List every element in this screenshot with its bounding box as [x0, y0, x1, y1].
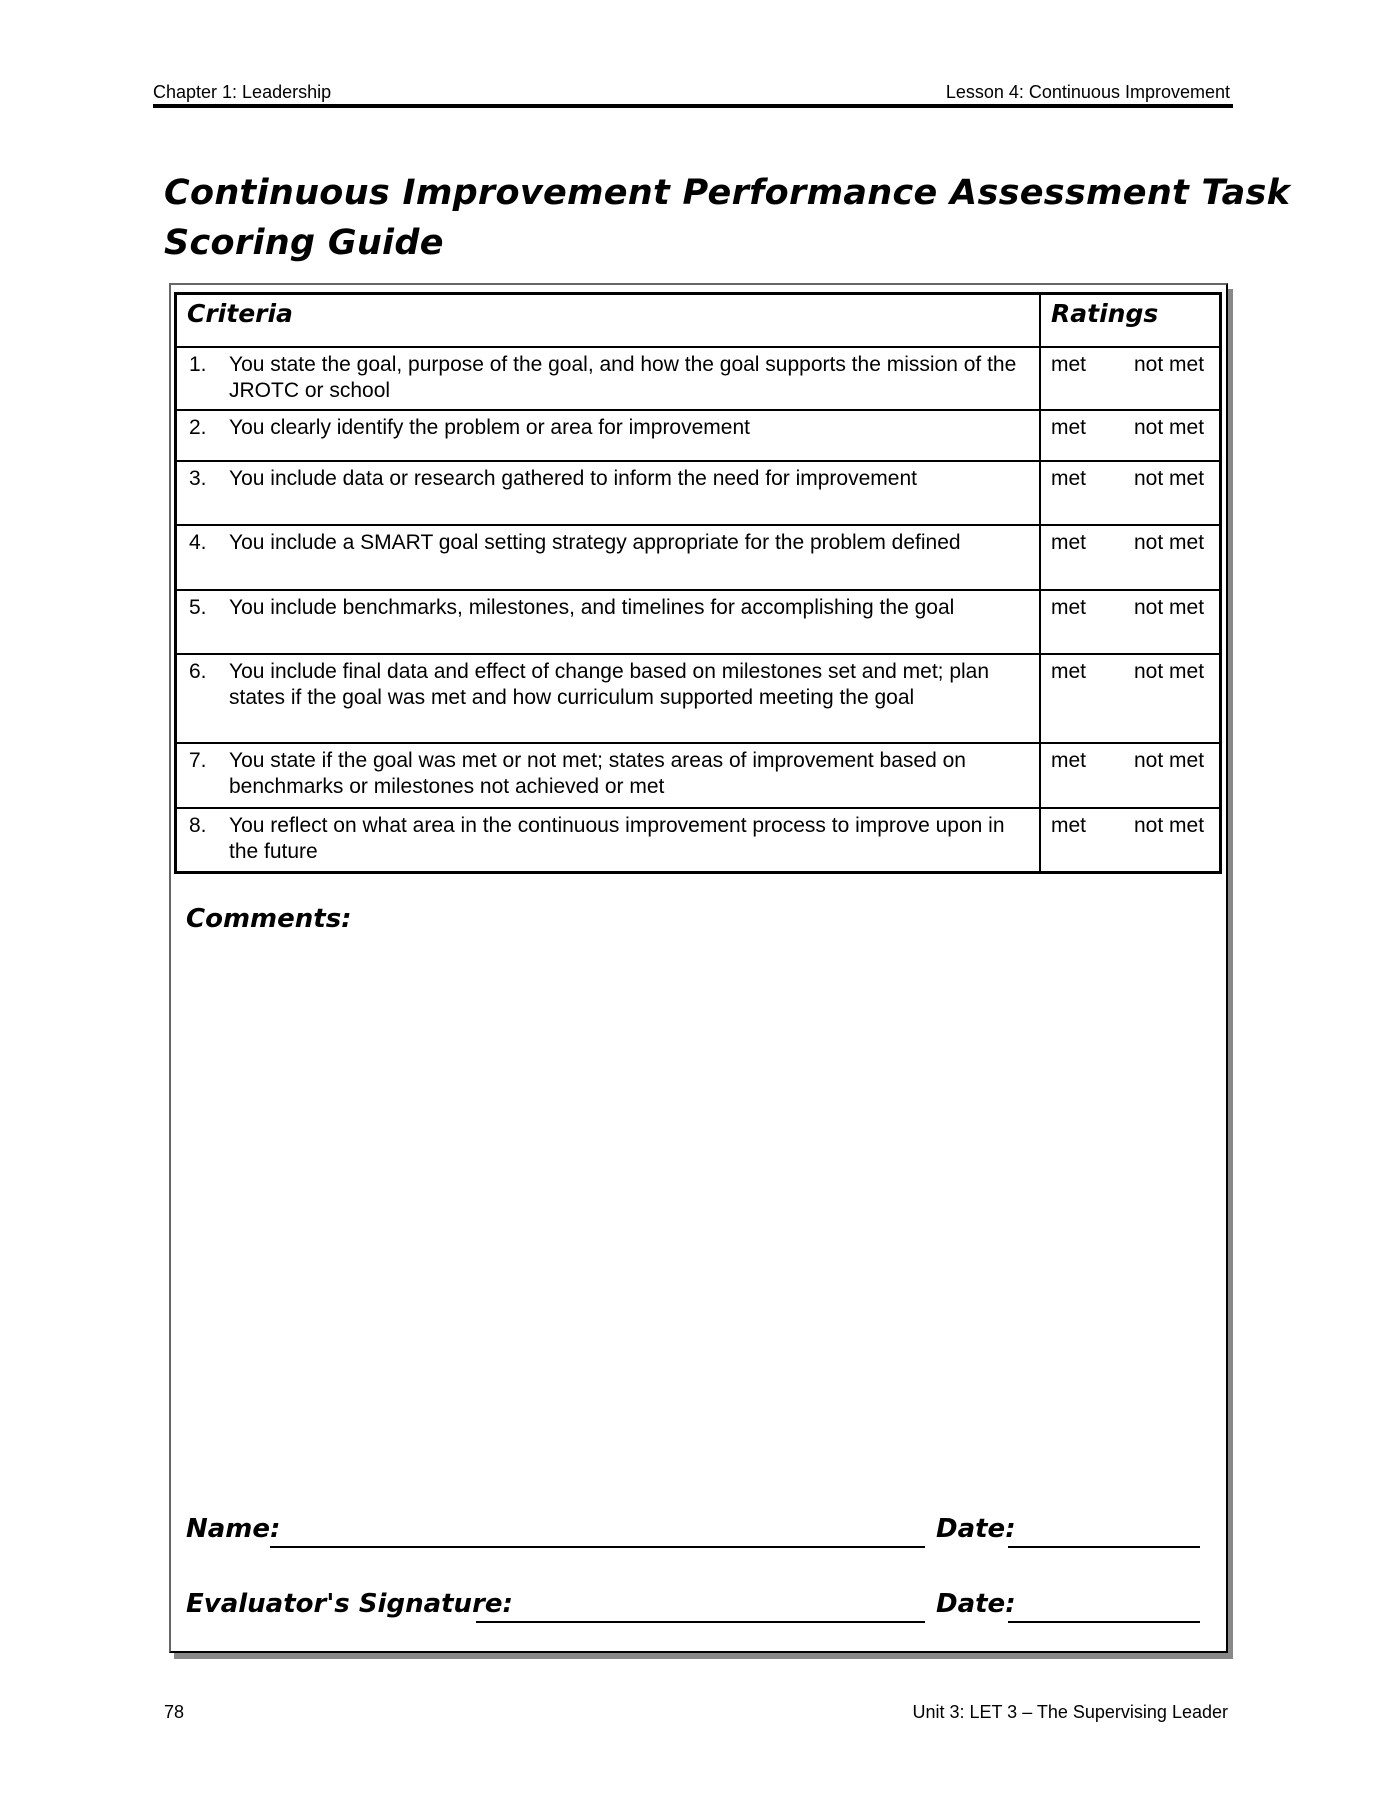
- evaluator-date-label: Date:: [936, 1589, 1016, 1619]
- table-row: [176, 461, 1221, 525]
- table-row: [176, 525, 1221, 590]
- criteria-cell: [176, 590, 1041, 654]
- table-row: [176, 743, 1221, 808]
- table-row: [176, 808, 1221, 872]
- not-met-option[interactable]: not met: [1134, 596, 1205, 619]
- rating-cell: [1040, 743, 1221, 808]
- name-field[interactable]: [270, 1546, 925, 1548]
- rating-cell: [1040, 590, 1221, 654]
- rating-cell: [1040, 347, 1221, 410]
- criteria-number: 7.: [189, 749, 207, 772]
- title-line-2: Scoring Guide: [164, 223, 444, 263]
- not-met-option[interactable]: not met: [1134, 416, 1205, 439]
- criteria-text: You clearly identify the problem or area for improvement: [229, 416, 750, 439]
- met-option[interactable]: met: [1051, 467, 1087, 490]
- comments-label: Comments:: [186, 904, 352, 934]
- evaluator-signature-field[interactable]: [476, 1621, 925, 1623]
- criteria-cell: [176, 808, 1041, 872]
- met-option[interactable]: met: [1051, 596, 1087, 619]
- table-row: [176, 347, 1221, 410]
- lesson-header: Lesson 4: Continuous Improvement: [945, 82, 1230, 102]
- criteria-number: 3.: [189, 467, 207, 490]
- criteria-number: 8.: [189, 814, 207, 837]
- criteria-text: You include benchmarks, milestones, and timelines for accomplishing the goal: [229, 596, 955, 619]
- rating-cell: [1040, 525, 1221, 590]
- criteria-cell: [176, 743, 1041, 808]
- criteria-number: 4.: [189, 531, 207, 554]
- criteria-cell: [176, 410, 1041, 461]
- not-met-option[interactable]: not met: [1134, 660, 1205, 683]
- not-met-option[interactable]: not met: [1134, 814, 1205, 837]
- not-met-option[interactable]: not met: [1134, 353, 1205, 376]
- criteria-cell: [176, 347, 1041, 410]
- met-option[interactable]: met: [1051, 531, 1087, 554]
- date-label: Date:: [936, 1514, 1016, 1544]
- criteria-text: You include a SMART goal setting strategy appropriate for the problem defined: [229, 531, 961, 554]
- not-met-option[interactable]: not met: [1134, 749, 1205, 772]
- evaluator-signature-label: Evaluator's Signature:: [186, 1589, 513, 1619]
- chapter-header: Chapter 1: Leadership: [153, 82, 332, 102]
- not-met-option[interactable]: not met: [1134, 531, 1205, 554]
- table-row: [176, 654, 1221, 743]
- date-field[interactable]: [1008, 1546, 1200, 1548]
- page-title: [164, 168, 1290, 268]
- scoring-table: [174, 292, 1222, 874]
- table-row: [176, 410, 1221, 461]
- met-option[interactable]: met: [1051, 353, 1087, 376]
- criteria-number: 6.: [189, 660, 207, 683]
- criteria-number: 5.: [189, 596, 207, 619]
- header-rule: [153, 104, 1233, 108]
- criteria-number: 1.: [189, 353, 207, 376]
- met-option[interactable]: met: [1051, 749, 1087, 772]
- name-label: Name:: [186, 1514, 281, 1544]
- criteria-cell: [176, 654, 1041, 743]
- title-line-1: Continuous Improvement Performance Assessment Task: [164, 173, 1291, 213]
- rating-cell: [1040, 808, 1221, 872]
- page-number: 78: [164, 1702, 185, 1722]
- ratings-header: Ratings: [1040, 294, 1221, 348]
- rating-cell: [1040, 654, 1221, 743]
- table-header-row: [176, 294, 1221, 348]
- table-row: [176, 590, 1221, 654]
- criteria-text: You state the goal, purpose of the goal, and how the goal supports the mission of the JROTC or school: [229, 353, 1017, 402]
- criteria-text: You reflect on what area in the continuous improvement process to improve upon in the future: [229, 814, 1005, 863]
- met-option[interactable]: met: [1051, 416, 1087, 439]
- met-option[interactable]: met: [1051, 814, 1087, 837]
- criteria-text: You state if the goal was met or not met; states areas of improvement based on benchmarks or milestones not achieved or met: [229, 749, 966, 798]
- criteria-cell: [176, 525, 1041, 590]
- criteria-number: 2.: [189, 416, 207, 439]
- criteria-text: You include data or research gathered to inform the need for improvement: [229, 467, 917, 490]
- criteria-cell: [176, 461, 1041, 525]
- criteria-header: Criteria: [176, 294, 1041, 348]
- rating-cell: [1040, 461, 1221, 525]
- rating-cell: [1040, 410, 1221, 461]
- unit-footer: Unit 3: LET 3 – The Supervising Leader: [912, 1702, 1228, 1722]
- evaluator-date-field[interactable]: [1008, 1621, 1200, 1623]
- criteria-text: You include final data and effect of change based on milestones set and met; plan states if the goal was met and how curriculum supported meeting the goal: [229, 660, 990, 709]
- met-option[interactable]: met: [1051, 660, 1087, 683]
- not-met-option[interactable]: not met: [1134, 467, 1205, 490]
